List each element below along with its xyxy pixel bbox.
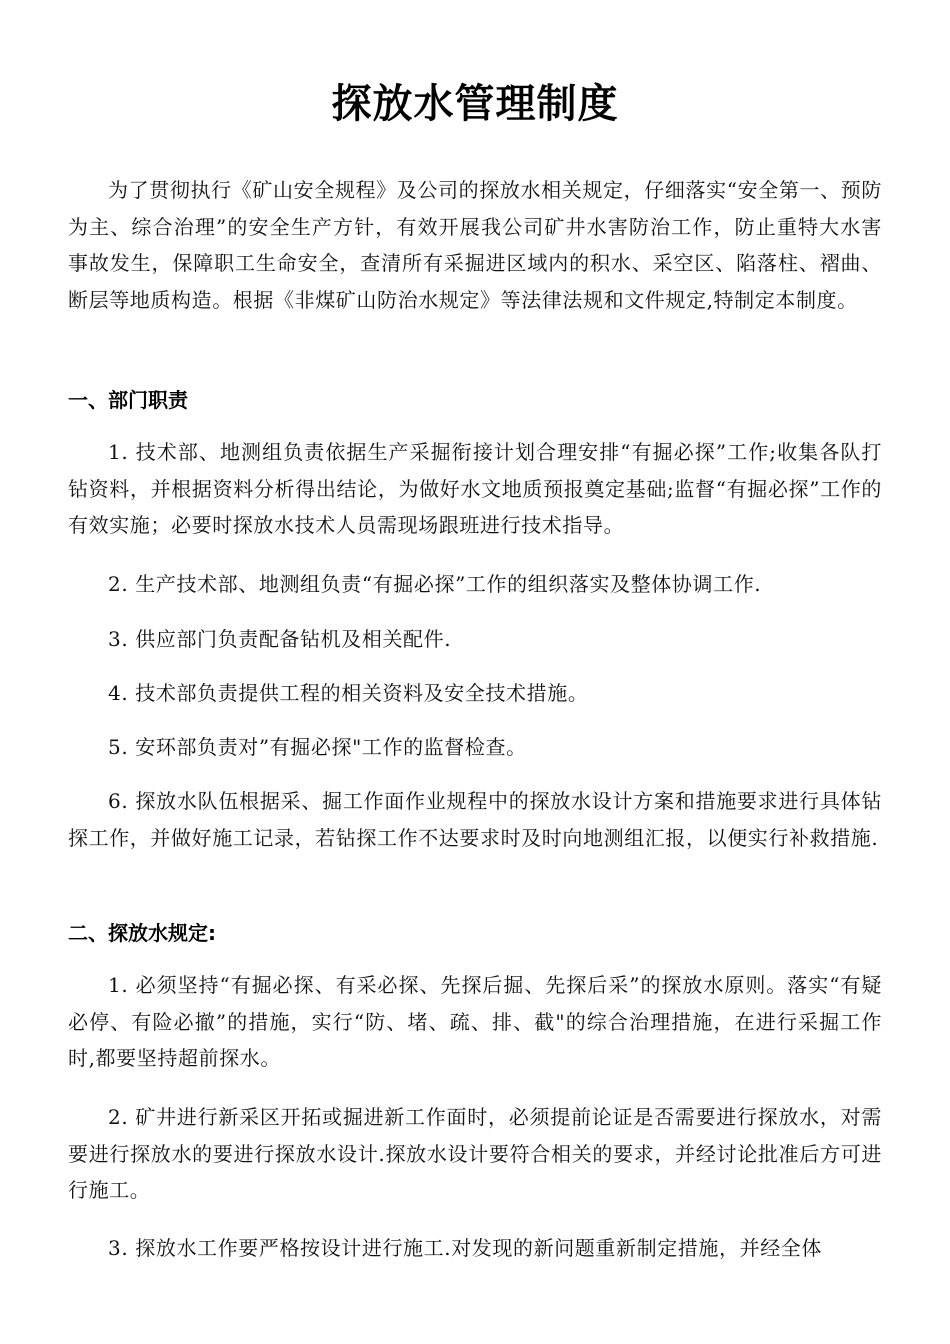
duty-item-1: 1. 技术部、地测组负责依据生产采掘衔接计划合理安排“有掘必探”工作;收集各队打钻资料，并根据资料分析得出结论，为做好水文地质预报奠定基础;监督“有掘必探”工作的有效实施；必要时探放水技术人员需现场跟班进行技术指导。: [68, 440, 882, 537]
section-heading-rules: 二、探放水规定:: [68, 921, 216, 945]
rule-item-2: 2. 矿井进行新采区开拓或掘进新工作面时，必须提前论证是否需要进行探放水，对需要进行探放水的要进行探放水设计.探放水设计要符合相关的要求，并经讨论批准后方可进行施工。: [68, 1105, 882, 1202]
duty-item-6: 6. 探放水队伍根据采、掘工作面作业规程中的探放水设计方案和措施要求进行具体钻探工作，并做好施工记录，若钻探工作不达要求时及时向地测组汇报，以便实行补救措施.: [68, 789, 882, 850]
duty-item-3: 3. 供应部门负责配备钻机及相关配件.: [108, 627, 452, 651]
rule-item-1: 1. 必须坚持“有掘必探、有采必探、先探后掘、先探后采”的探放水原则。落实“有疑必停、有险必撤”的措施，实行“防、堵、疏、排、截"的综合治理措施，在进行采掘工作时,都要坚持超前探水。: [68, 973, 882, 1070]
intro-paragraph: 为了贯彻执行《矿山安全规程》及公司的探放水相关规定，仔细落实“安全第一、预防为主、综合治理”的安全生产方针，有效开展我公司矿井水害防治工作，防止重特大水害事故发生，保障职工生命安全，查清所有采掘进区域内的积水、采空区、陷落柱、褶曲、断层等地质构造。根据《非煤矿山防治水规定》等法律法规和文件规定,特制定本制度。: [68, 178, 882, 312]
rule-item-3: 3. 探放水工作要严格按设计进行施工.对发现的新问题重新制定措施，并经全体: [108, 1236, 822, 1260]
duty-item-5: 5. 安环部负责对”有掘必探"工作的监督检查。: [108, 735, 527, 759]
duty-item-4: 4. 技术部负责提供工程的相关资料及安全技术措施。: [108, 681, 589, 705]
document-title: 探放水管理制度: [331, 81, 619, 127]
section-heading-duties: 一、部门职责: [68, 388, 188, 412]
duty-item-2: 2. 生产技术部、地测组负责“有掘必探”工作的组织落实及整体协调工作.: [108, 572, 762, 596]
